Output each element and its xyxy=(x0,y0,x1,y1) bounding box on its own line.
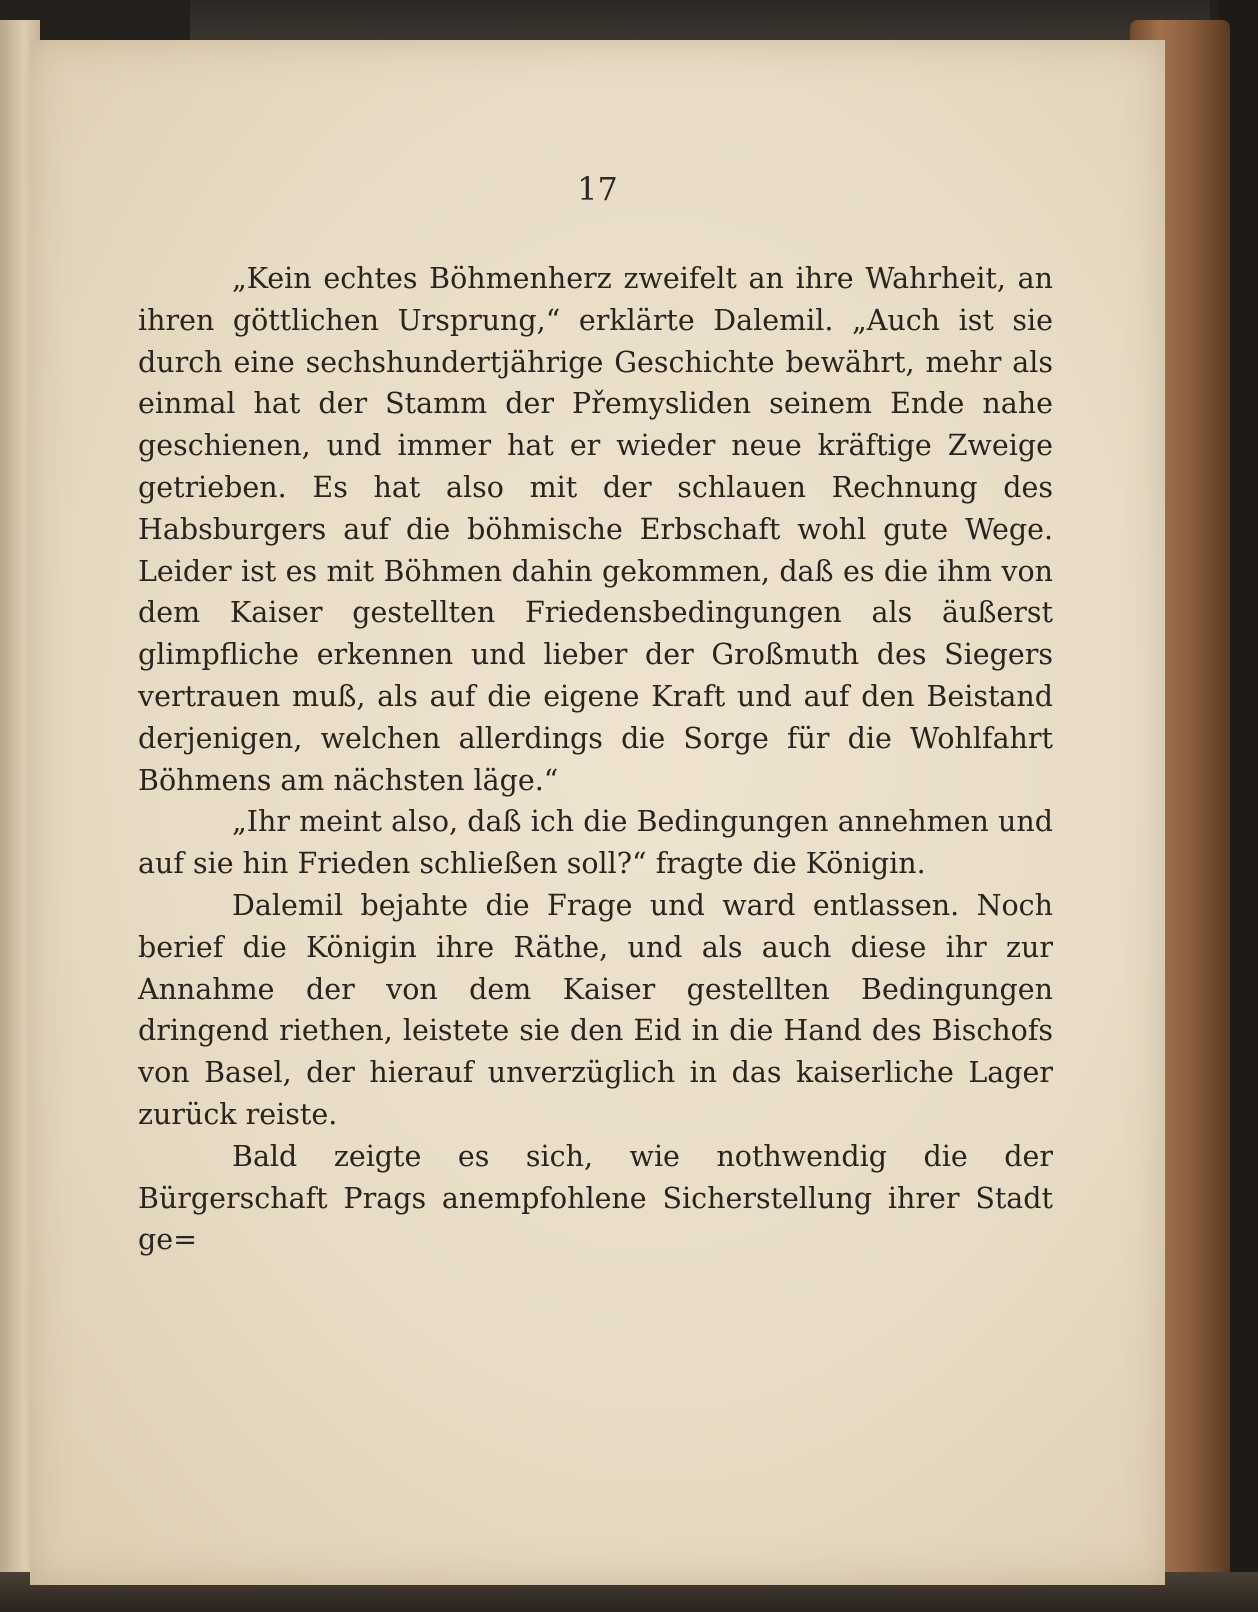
body-text xyxy=(138,258,1053,1261)
paper-page xyxy=(30,40,1165,1585)
paragraph-1: „Kein echtes Böhmenherz zweifelt an ihre Wahrheit, an ihren göttlichen Ursprung,“ erklärte Dalemil. „Auch ist sie durch eine sechshundertjährige Geschichte bewährt, mehr als einmal hat der Stamm der Přemysliden seinem Ende nahe geschienen, und immer hat er wieder neue kräftige Zweige getrieben. Es hat also mit der schlauen Rechnung des Habsburgers auf die böhmische Erbschaft wohl gute Wege. Leider ist es mit Böhmen dahin gekommen, daß es die ihm von dem Kaiser gestellten Friedensbedingungen als äußerst glimpfliche erkennen und lieber der Großmuth des Siegers vertrauen muß, als auf die eigene Kraft und auf den Beistand derjenigen, welchen allerdings die Sorge für die Wohlfahrt Böhmens am nächsten läge.“ xyxy=(138,262,1053,797)
paragraph-4: Bald zeigte es sich, wie nothwendig die der Bürgerschaft Prags anempfohlene Sicherstellung ihrer Stadt ge= xyxy=(138,1139,1053,1257)
page-number: 17 xyxy=(577,170,618,208)
paragraph-2: „Ihr meint also, daß ich die Bedingungen annehmen und auf sie hin Frieden schließen soll?“ fragte die Königin. xyxy=(138,805,1053,881)
paragraph-3: Dalemil bejahte die Frage und ward entlassen. Noch berief die Königin ihre Räthe, und als auch diese ihr zur Annahme der von dem Kaiser gestellten Bedingungen dringend riethen, leistete sie den Eid in die Hand des Bischofs von Basel, der hierauf unverzüglich in das kaiserliche Lager zurück reiste. xyxy=(138,888,1053,1131)
